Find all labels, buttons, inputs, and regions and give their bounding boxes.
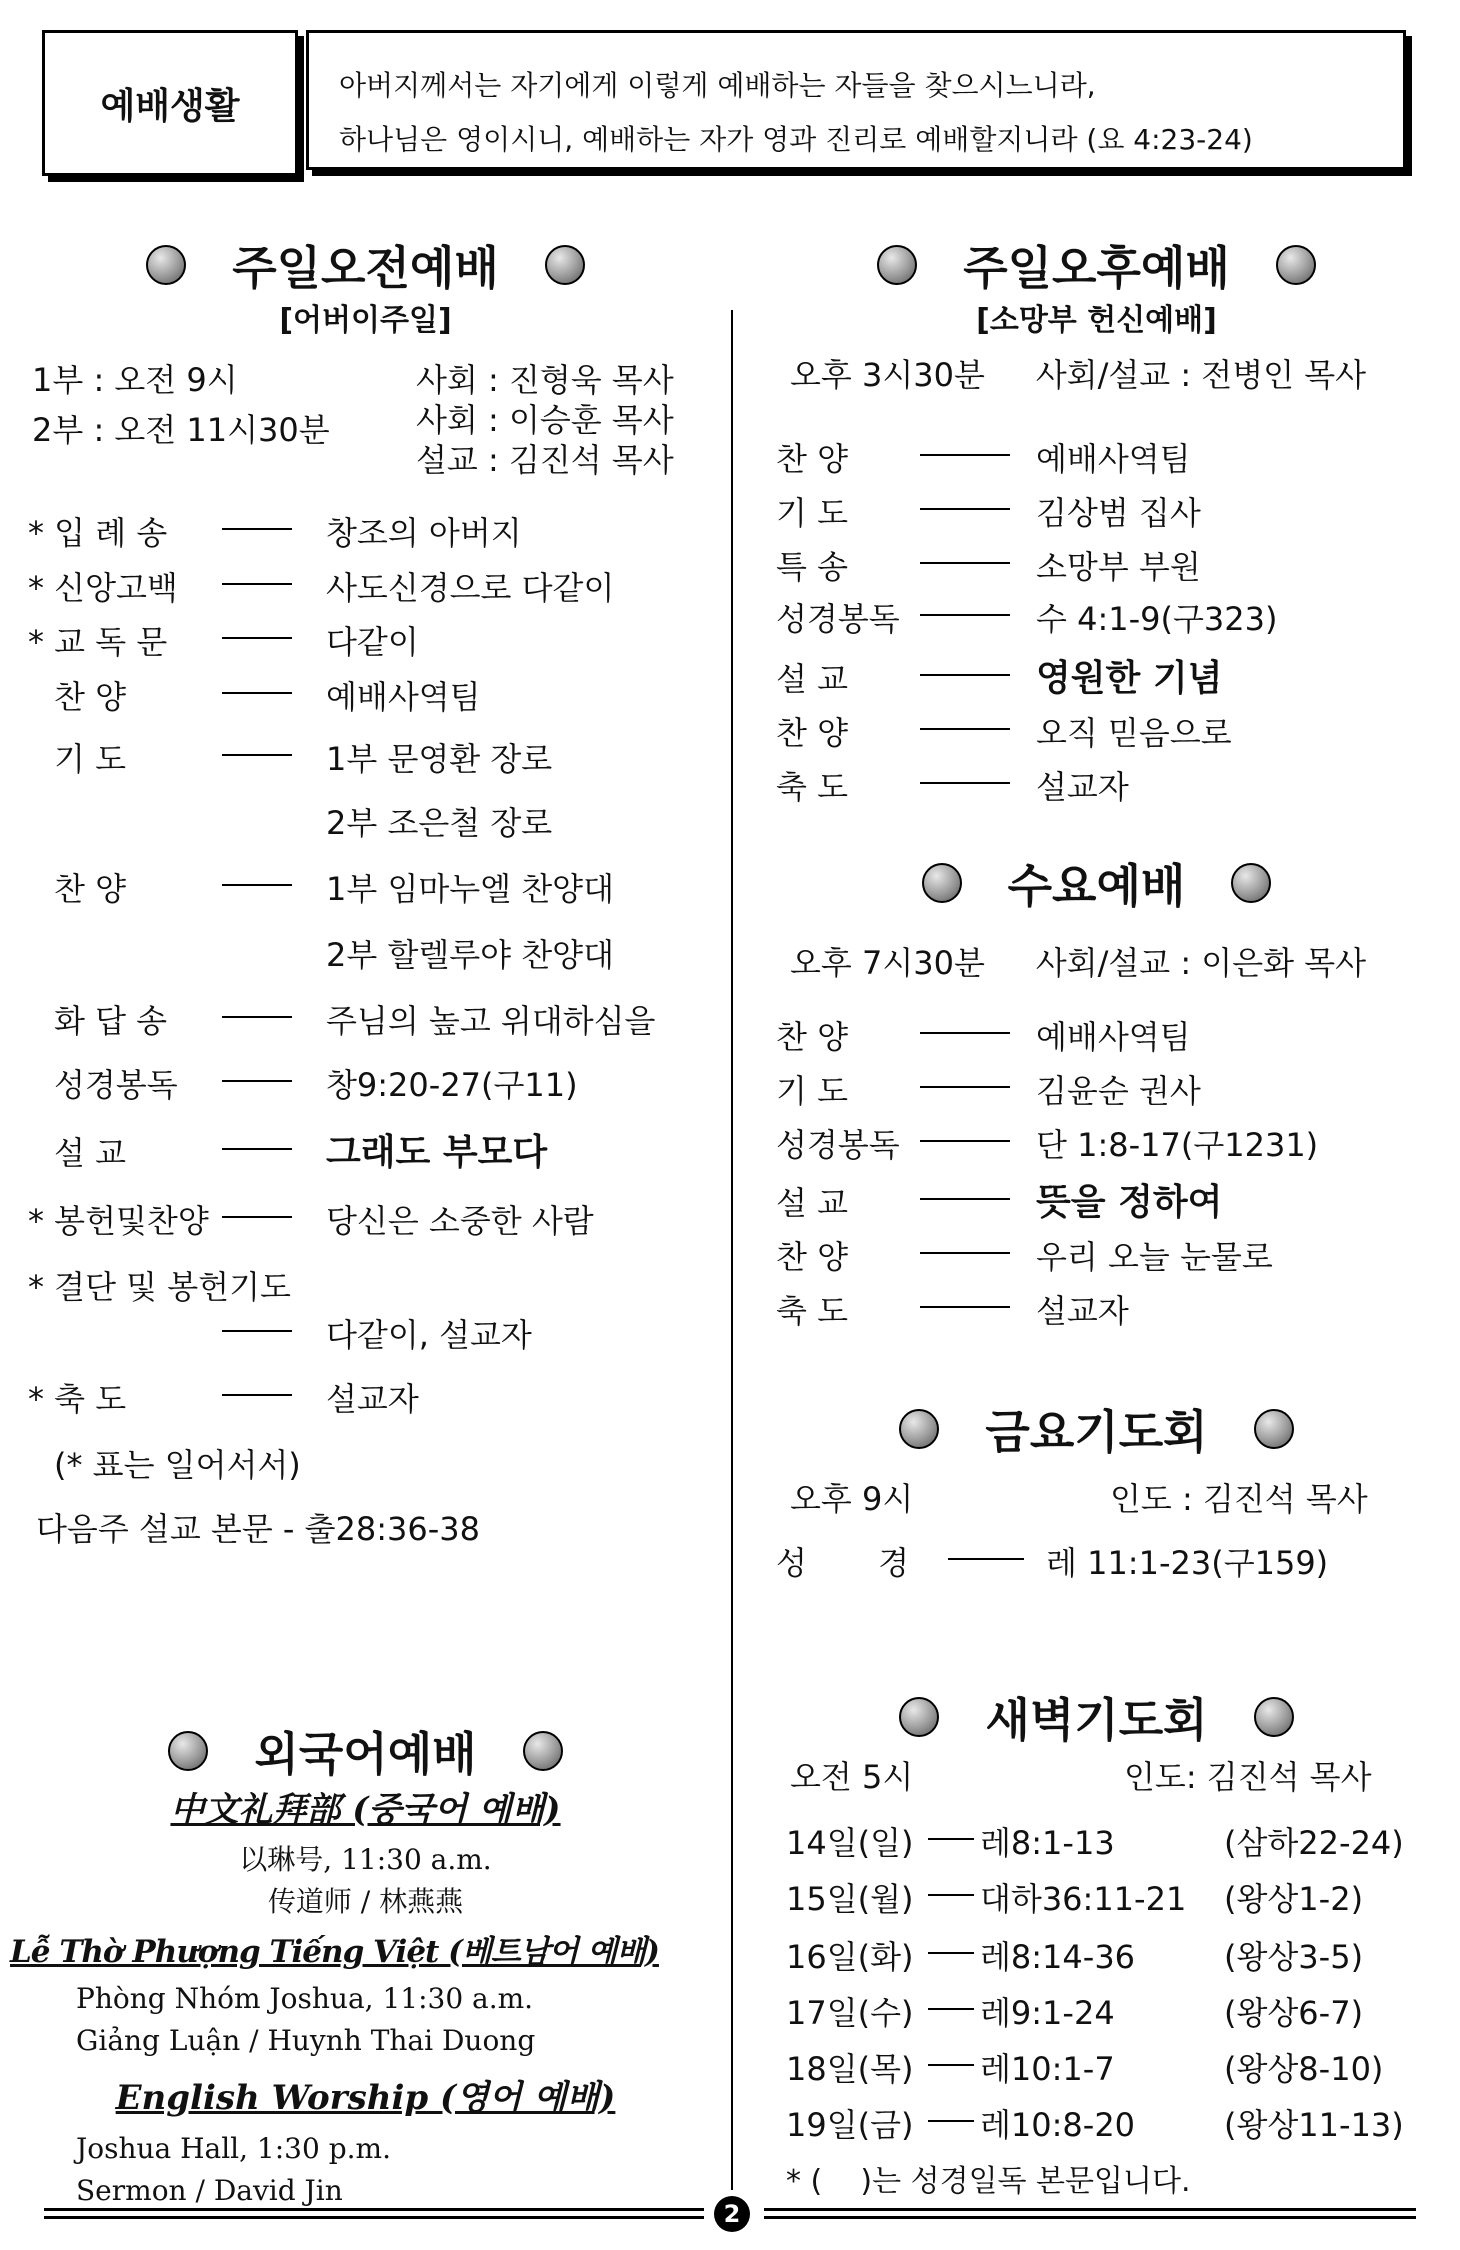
dawn-day: 19일(금) [786,2106,914,2144]
order-dash [920,762,1010,800]
vietnamese-service-line-1: Phòng Nhóm Joshua, 11:30 a.m. [76,1982,534,2015]
order-dash [920,1120,1010,1158]
bullet-ball-icon [1254,1697,1294,1737]
order-dash [222,1196,292,1234]
sunday-am-leader-3: 설교 : 김진석 목사 [416,441,674,479]
dawn-reading: 레10:1-7 [980,2050,1115,2088]
order-value: 우리 오늘 눈물로 [1036,1238,1273,1276]
order-label: * 결단 및 봉헌기도 [28,1268,291,1306]
section-label: 예배생활 [42,30,298,176]
order-label: 설 교 [54,1134,126,1172]
dawn-leader: 인도: 김진석 목사 [1124,1758,1372,1796]
dawn-day: 17일(수) [786,1994,914,2032]
order-label: 찬 양 [776,440,848,478]
wednesday-title [733,850,1460,916]
order-dash [928,1988,974,2026]
chinese-service-title: 中文礼拜部 (중국어 예배) [170,1790,561,1830]
sunday-am-leader-2: 사회 : 이승훈 목사 [416,401,674,439]
order-label: 기 도 [776,1072,848,1110]
chinese-service-line-1: 以琳号, 11:30 a.m. [239,1843,492,1876]
order-value: 설교자 [1036,1292,1129,1330]
dawn-reading: 레10:8-20 [980,2106,1136,2144]
dawn-extra: (삼하22-24) [1224,1824,1404,1862]
next-week-sermon: 다음주 설교 본문 - 출28:36-38 [36,1510,481,1548]
dawn-title-text: 새벽기도회 [985,1693,1208,1747]
order-dash [920,488,1010,526]
order-dash [920,1066,1010,1104]
standing-note: (* 표는 일어서서) [54,1446,301,1484]
bullet-ball-icon [523,1731,563,1771]
order-dash [222,864,292,902]
order-label: 화 답 송 [54,1002,168,1040]
bullet-ball-icon [1276,245,1316,285]
dawn-extra: (왕상1-2) [1224,1880,1364,1918]
order-dash [928,2100,974,2138]
bullet-ball-icon [545,245,585,285]
order-label: 찬 양 [776,1018,848,1056]
order-label: 설 교 [776,660,848,698]
order-dash [928,1818,974,1856]
order-value: 2부 조은철 장로 [326,804,553,842]
order-value: 당신은 소중한 사람 [326,1202,594,1240]
order-dash [920,434,1010,472]
order-dash [948,1538,1024,1576]
order-label: 찬 양 [54,870,126,908]
sunday-pm-subtitle: [소망부 헌신예배] [976,303,1217,338]
order-dash [928,1874,974,1912]
order-dash [222,1128,292,1166]
dawn-extra: (왕상8-10) [1224,2050,1384,2088]
english-service-line-1: Joshua Hall, 1:30 p.m. [76,2132,391,2165]
english-service-title: English Worship (영어 예배) [115,2078,616,2118]
bullet-ball-icon [922,863,962,903]
bullet-ball-icon [877,245,917,285]
friday-title [733,1396,1460,1462]
order-dash [920,1012,1010,1050]
order-dash [222,672,292,710]
order-dash [222,1310,292,1348]
order-dash [928,2044,974,2082]
order-label: 설 교 [776,1184,848,1222]
order-label: 축 도 [776,768,848,806]
bullet-ball-icon [899,1697,939,1737]
sunday-pm-time: 오후 3시30분 사회/설교 : 전병인 목사 [790,356,1367,394]
order-label: 기 도 [54,740,126,778]
order-value: 사도신경으로 다같이 [326,569,615,607]
bullet-ball-icon [1254,1409,1294,1449]
order-label: 기 도 [776,494,848,532]
foreign-title [0,1718,731,1784]
sermon-title: 뜻을 정하여 [1036,1182,1223,1223]
order-value: 창9:20-27(구11) [326,1066,578,1104]
order-dash [920,654,1010,692]
dawn-reading: 레8:14-36 [980,1938,1136,1976]
order-label: 찬 양 [776,1238,848,1276]
sunday-pm-title [733,232,1460,298]
wednesday-time: 오후 7시30분 사회/설교 : 이은화 목사 [790,944,1367,982]
order-dash [222,734,292,772]
dawn-title [733,1684,1460,1750]
sunday-am-time-2: 2부 : 오전 11시30분 [32,411,330,449]
order-value: 다같이, 설교자 [326,1316,532,1354]
order-value: 1부 문영환 장로 [326,740,553,778]
order-label: 찬 양 [54,678,126,716]
sermon-title: 영원한 기념 [1036,658,1223,699]
order-dash [920,1232,1010,1270]
bullet-ball-icon [1231,863,1271,903]
sunday-pm-title-text: 주일오후예배 [963,241,1230,295]
column-divider [731,310,733,2190]
quote-line-2: 하나님은 영이시니, 예배하는 자가 영과 진리로 예배할지니라 (요 4:23-24) [339,123,1253,156]
sunday-am-title-text: 주일오전예배 [232,241,499,295]
order-value: 수 4:1-9(구323) [1036,600,1278,638]
english-service-line-2: Sermon / David Jin [76,2174,343,2207]
dawn-reading: 레8:1-13 [980,1824,1115,1862]
order-value: 김윤순 권사 [1036,1072,1201,1110]
footer-rule-right [764,2208,1416,2211]
order-value: 2부 할렐루야 찬양대 [326,936,614,974]
order-label: 성 경 [776,1544,910,1582]
order-dash [920,594,1010,632]
order-dash [222,1060,292,1098]
dawn-reading: 레9:1-24 [980,1994,1115,2032]
dawn-extra: (왕상6-7) [1224,1994,1364,2032]
order-value: 오직 믿음으로 [1036,714,1232,752]
order-value: 예배사역팀 [326,678,481,716]
friday-scripture: 레 11:1-23(구159) [1046,1544,1329,1582]
order-dash [928,1932,974,1970]
order-dash [920,1286,1010,1324]
foreign-title-text: 외국어예배 [254,1727,477,1781]
order-value: 창조의 아버지 [326,514,522,552]
wednesday-title-text: 수요예배 [1007,859,1186,913]
footer-rule-right [764,2216,1416,2219]
order-label: * 교 독 문 [28,623,168,661]
vietnamese-service-title: Lễ Thờ Phượng Tiếng Việt (베트남어 예배) [10,1934,659,1970]
sunday-am-subtitle: [어버이주일] [279,303,452,338]
dawn-day: 16일(화) [786,1938,914,1976]
order-label: * 입 례 송 [28,514,168,552]
order-dash [920,1178,1010,1216]
order-value: 단 1:8-17(구1231) [1036,1126,1319,1164]
order-value: 설교자 [326,1380,419,1418]
friday-leader: 인도 : 김진석 목사 [1110,1480,1368,1518]
order-label: 성경봉독 [776,600,900,638]
scripture-quote [306,30,1406,170]
dawn-day: 18일(목) [786,2050,914,2088]
sunday-am-title [0,232,731,298]
order-label: 성경봉독 [54,1066,178,1104]
order-value: 1부 임마누엘 찬양대 [326,870,614,908]
footer-rule-left [44,2216,704,2219]
dawn-note: * ( )는 성경일독 본문입니다. [786,2164,1191,2199]
order-value: 주님의 높고 위대하심을 [326,1002,656,1040]
order-label: * 봉헌및찬양 [28,1202,209,1240]
sunday-am-leader-1: 사회 : 진형욱 목사 [416,361,674,399]
quote-line-1: 아버지께서는 자기에게 이렇게 예배하는 자들을 찾으시느니라, [339,69,1096,102]
order-label: 특 송 [776,548,848,586]
order-dash [222,508,292,546]
dawn-time: 오전 5시 [790,1758,914,1796]
chinese-service-line-2: 传道师 / 林燕燕 [267,1885,464,1918]
order-label: * 신앙고백 [28,569,178,607]
dawn-extra: (왕상3-5) [1224,1938,1364,1976]
order-value: 김상범 집사 [1036,494,1201,532]
bullet-ball-icon [146,245,186,285]
dawn-extra: (왕상11-13) [1224,2106,1404,2144]
dawn-day: 14일(일) [786,1824,914,1862]
order-dash [222,1374,292,1412]
order-value: 예배사역팀 [1036,1018,1191,1056]
order-label: * 축 도 [28,1380,127,1418]
order-dash [920,708,1010,746]
order-value: 설교자 [1036,768,1129,806]
order-dash [222,996,292,1034]
bullet-ball-icon [899,1409,939,1449]
order-dash [920,542,1010,580]
sermon-title: 그래도 부모다 [326,1132,548,1173]
order-label: 축 도 [776,1292,848,1330]
bullet-ball-icon [168,1731,208,1771]
page-number: 2 [714,2196,750,2232]
vietnamese-service-line-2: Giảng Luận / Huynh Thai Duong [76,2024,536,2057]
order-dash [222,617,292,655]
footer-rule-left [44,2208,704,2211]
friday-time: 오후 9시 [790,1480,914,1518]
sunday-am-time-1: 1부 : 오전 9시 [32,361,238,399]
friday-title-text: 금요기도회 [985,1405,1208,1459]
order-value: 다같이 [326,623,419,661]
order-value: 소망부 부원 [1036,548,1201,586]
dawn-day: 15일(월) [786,1880,914,1918]
order-value: 예배사역팀 [1036,440,1191,478]
order-label: 성경봉독 [776,1126,900,1164]
order-dash [222,563,292,601]
dawn-reading: 대하36:11-21 [980,1880,1187,1918]
order-label: 찬 양 [776,714,848,752]
